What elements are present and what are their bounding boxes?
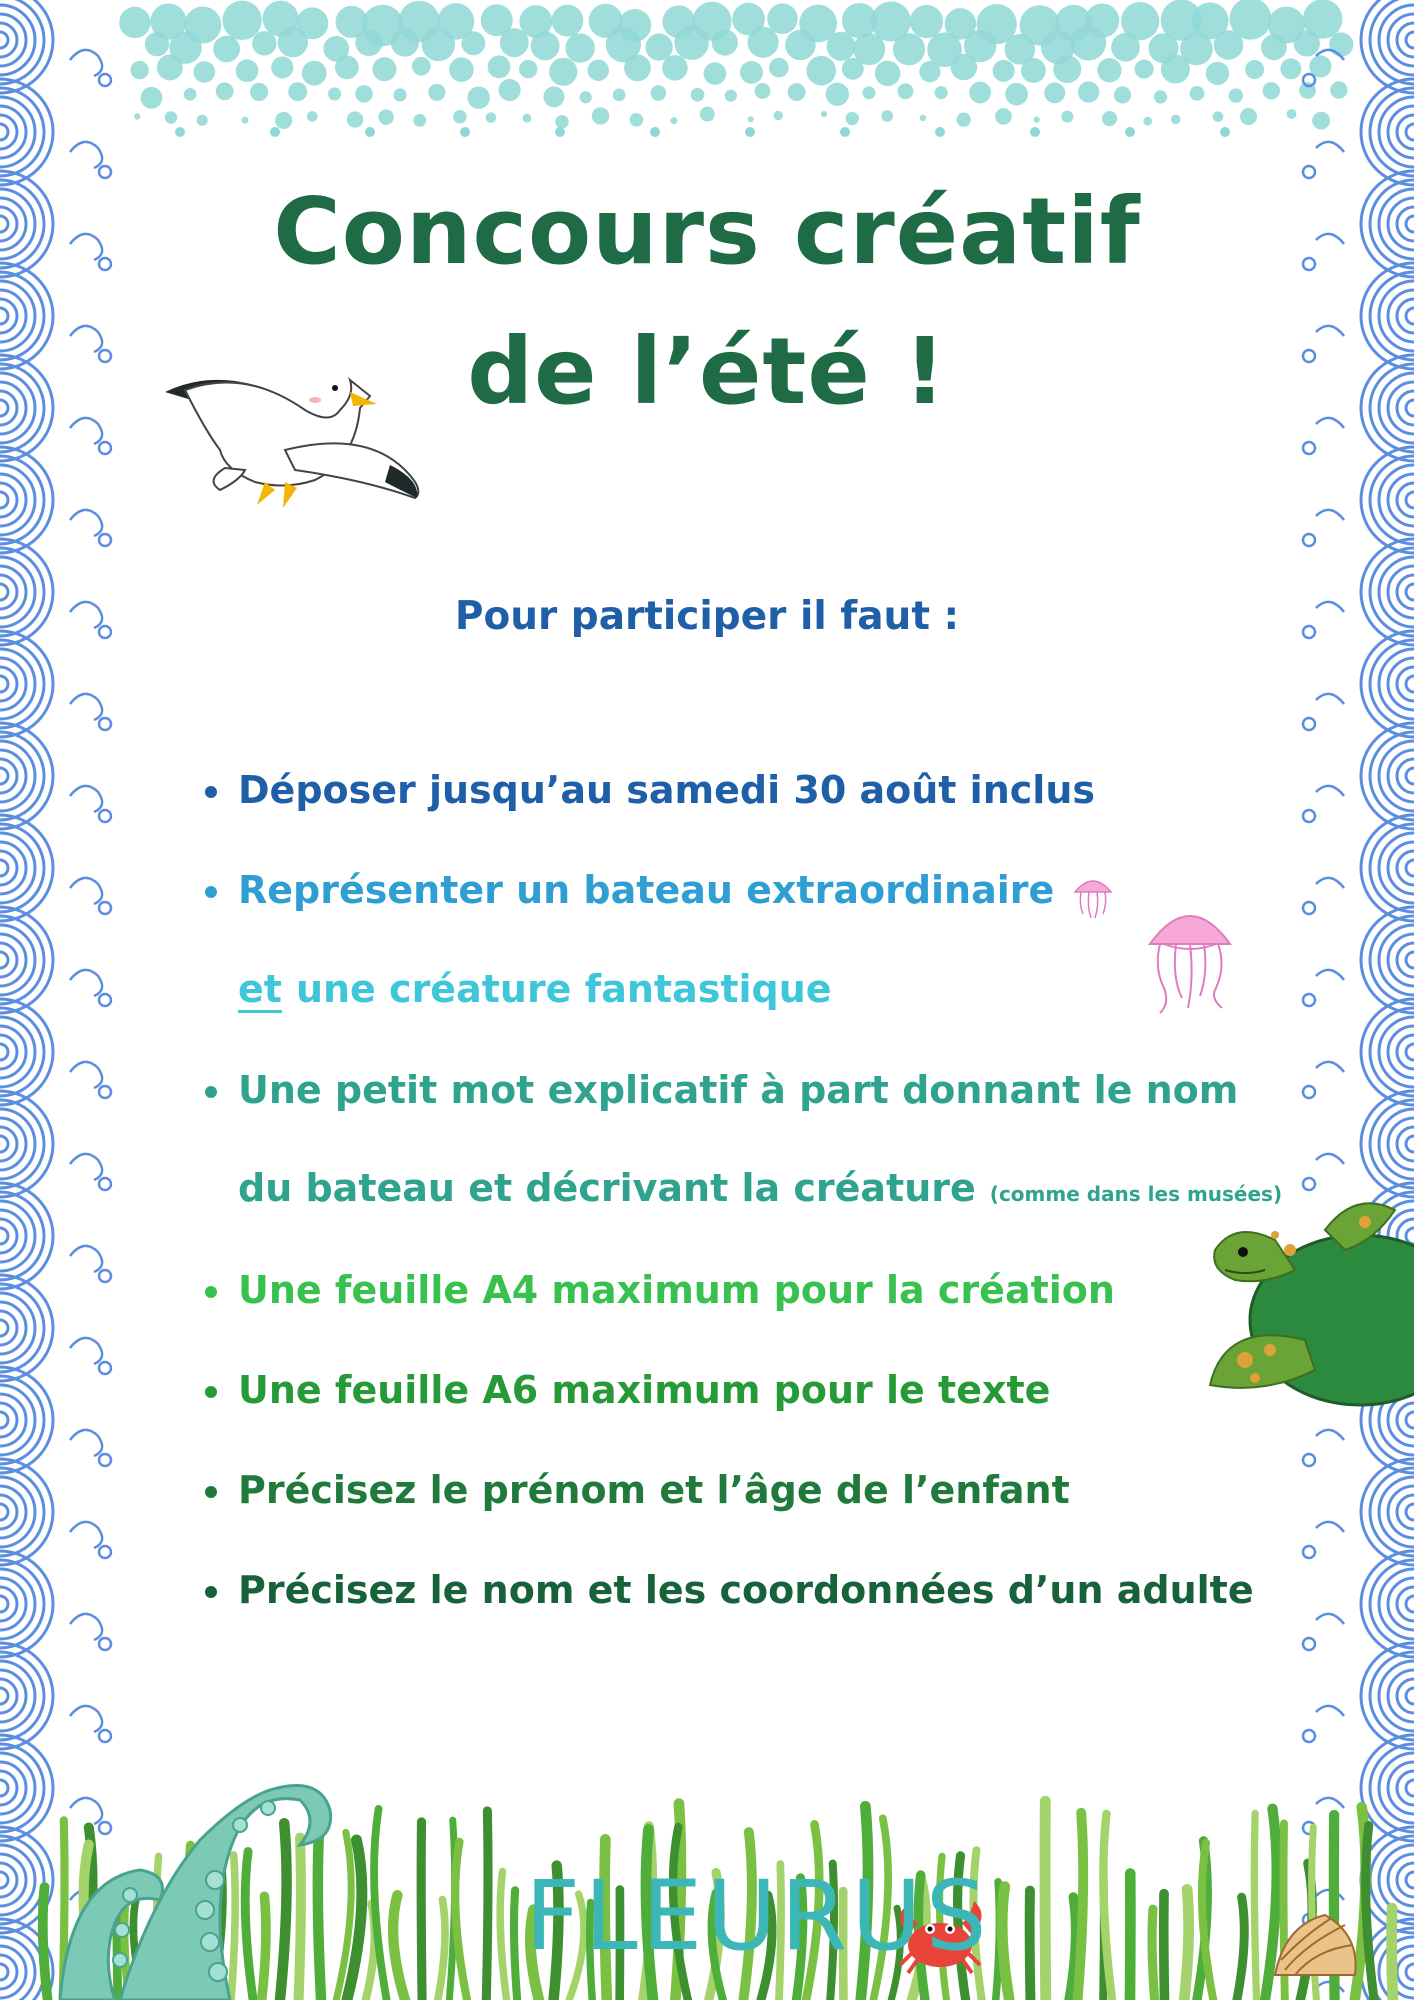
rule-text: Une feuille A6 maximum pour le texte	[238, 1368, 1051, 1412]
rule-text: Déposer jusqu’au samedi 30 août inclus	[238, 768, 1095, 812]
title-line-2: de l’été !	[467, 318, 947, 425]
rule-note: (comme dans les musées)	[989, 1182, 1283, 1206]
bullet-icon	[205, 886, 217, 898]
rule-text: Représenter un bateau extraordinaire	[238, 868, 1055, 912]
wave-border-icon	[0, 0, 111, 2000]
bubbles-icon	[119, 0, 1353, 137]
wave-border-icon	[1303, 0, 1414, 2000]
brand-logo: FLEURUS	[525, 1860, 991, 1972]
bullet-icon	[205, 1386, 217, 1398]
rule-text-continued	[238, 967, 832, 1011]
rule-text: Précisez le nom et les coordonnées d’un adulte	[238, 1568, 1254, 1612]
bullet-icon	[205, 1486, 217, 1498]
underlined-word: et	[238, 967, 282, 1011]
bullet-icon	[205, 1086, 217, 1098]
intro-text: Pour participer il faut :	[454, 594, 960, 639]
bullet-icon	[205, 786, 217, 798]
jellyfish-icon	[1075, 881, 1111, 918]
bullet-icon	[205, 1586, 217, 1598]
rule-text-rest: du bateau et décrivant la créature	[238, 1166, 976, 1210]
rule-text-continued	[238, 1166, 1282, 1210]
rule-text: Une feuille A4 maximum pour la création	[238, 1268, 1115, 1312]
rule-text: Précisez le prénom et l’âge de l’enfant	[238, 1468, 1070, 1512]
turtle-icon	[1210, 1203, 1414, 1405]
rule-text-rest: une créature fantastique	[295, 967, 832, 1011]
jellyfish-icon	[1150, 916, 1230, 1013]
rule-text: Une petit mot explicatif à part donnant le nom	[238, 1068, 1239, 1112]
bullet-icon	[205, 1286, 217, 1298]
title-line-1: Concours créatif	[273, 178, 1141, 285]
